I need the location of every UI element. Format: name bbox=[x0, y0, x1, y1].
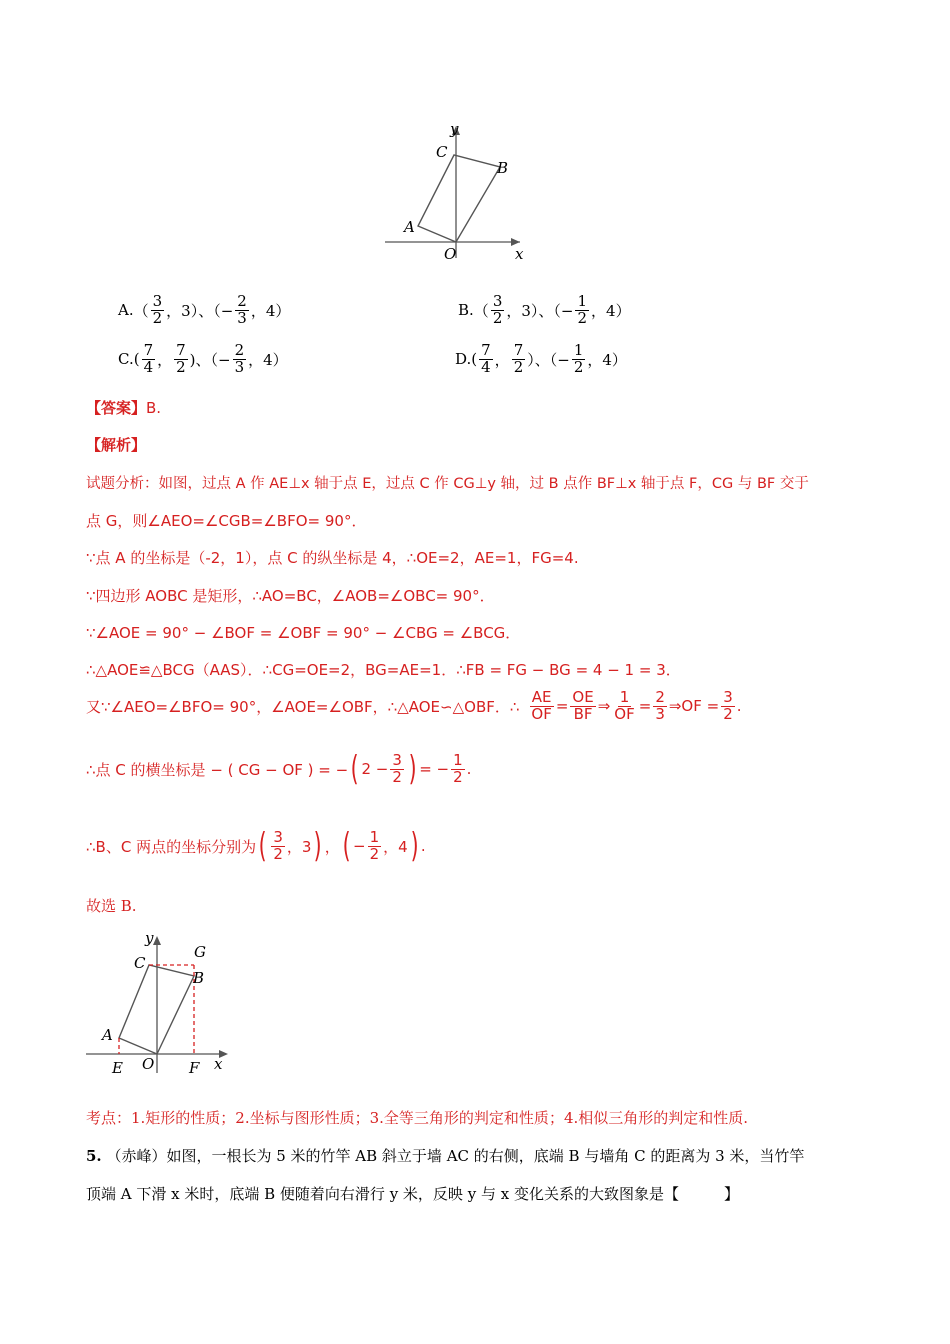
option-a[interactable]: A. （ $\frac{3}{2}$ ，3）、（− $\frac{2}{3}$ ，4） bbox=[118, 292, 291, 327]
analysis-line-5: ∵∠AOE = 90° − ∠BOF = ∠OBF = 90° − ∠CBG = ∠BCG． bbox=[86, 624, 521, 642]
answer-tag: 【答案】 bbox=[86, 399, 147, 417]
label-f: F bbox=[189, 1059, 200, 1077]
rectangle-aobc bbox=[418, 155, 500, 242]
answer-line bbox=[86, 397, 161, 418]
fraction: $\frac{7}{4}$ bbox=[481, 341, 491, 376]
analysis-line-3: ∵点 A 的坐标是（-2，1），点 C 的纵坐标是 4，∴OE=2，AE=1，FG=4. bbox=[86, 549, 579, 567]
conclusion: 故选 B. bbox=[86, 897, 137, 915]
analysis-line-1: 试题分析：如图，过点 A 作 AE⊥x 轴于点 E，过点 C 作 CG⊥y 轴，过 B 点作 BF⊥x 轴于点 F，CG 与 BF 交于 bbox=[86, 476, 809, 492]
question-5-line-1: 5. （赤峰）如图，一根长为 5 米的竹竿 AB 斜立于墙 AC 的右侧，底端 B 与墙角 C 的距离为 3 米，当竹竿 bbox=[86, 1147, 805, 1165]
fraction: $\frac{3}{2}$ bbox=[273, 827, 283, 863]
fraction: $\frac{1}{2}$ bbox=[369, 827, 380, 863]
y-axis-arrow bbox=[153, 936, 161, 945]
label-c: C bbox=[436, 143, 448, 161]
fraction: $\frac{3}{2}$ bbox=[152, 292, 163, 327]
fraction: $\frac{1}{2}$ bbox=[453, 750, 463, 786]
analysis-line-2: 点 G，则∠AEO=∠CGB=∠BFO= 90°． bbox=[86, 512, 367, 530]
label-b: B bbox=[193, 969, 205, 987]
fraction: $\frac{1}{OF}$ bbox=[614, 688, 635, 723]
analysis-line-9: ∴B、C 两点的坐标分别为 ( $\frac{3}{2}$ ，3 ) ， ( − $\frac{1}{2}$ ，4 ) . bbox=[86, 826, 426, 866]
option-d[interactable]: D.( $\frac{7}{4}$ ， $\frac{7}{2}$ ）、（− $\frac{1}{2}$ ，4） bbox=[455, 341, 627, 376]
figure-1-rectangle-diagram bbox=[380, 118, 530, 263]
label-o: O bbox=[142, 1055, 155, 1073]
fraction: $\frac{2}{3}$ bbox=[237, 292, 247, 327]
analysis-line-6: ∴△AOE≌△BCG（AAS）．∴CG=OE=2，BG=AE=1．∴FB = FG − BG = 4 − 1 = 3． bbox=[86, 661, 681, 679]
label-b: B bbox=[497, 159, 509, 177]
fraction: $\frac{3}{2}$ bbox=[492, 292, 503, 327]
knowledge-points: 考点：1.矩形的性质；2.坐标与图形性质；3.全等三角形的判定和性质；4.相似三角形的判定和性质. bbox=[86, 1109, 749, 1127]
label-o: O bbox=[444, 245, 457, 263]
figure-2-construction-diagram bbox=[84, 928, 244, 1080]
fraction: $\frac{2}{3}$ bbox=[655, 688, 665, 723]
label-a: A bbox=[404, 218, 415, 236]
label-g: G bbox=[194, 943, 206, 961]
label-c: C bbox=[134, 954, 146, 972]
fraction: $\frac{OE}{BF}$ bbox=[572, 688, 594, 723]
question-number: 5. bbox=[86, 1147, 102, 1165]
question-5-line-2: 顶端 A 下滑 x 米时，底端 B 便随着向右滑行 y 米，反映 y 与 x 变化关系的大致图象是【 】 bbox=[86, 1185, 739, 1203]
fraction: $\frac{7}{4}$ bbox=[143, 341, 154, 376]
fraction: $\frac{2}{3}$ bbox=[234, 341, 245, 376]
fraction: $\frac{1}{2}$ bbox=[573, 341, 584, 376]
analysis-line-7: 又∵∠AEO=∠BFO= 90°，∠AOE=∠OBF，∴△AOE∽△OBF．∴ $\frac{AE}{OF}$ = $\frac{OE}{BF}$ ⇒ $\frac{1}{OF}$ = $\frac{2}{3}$ ⇒OF = $\frac{3}{2}$ . bbox=[86, 688, 742, 723]
label-e: E bbox=[112, 1059, 123, 1077]
answer-value: B. bbox=[146, 399, 162, 417]
analysis-tag: 【解析】 bbox=[86, 436, 147, 454]
fraction: $\frac{1}{2}$ bbox=[577, 292, 588, 327]
fraction: $\frac{7}{2}$ bbox=[176, 341, 186, 376]
label-a: A bbox=[102, 1026, 113, 1044]
label-y: y bbox=[145, 929, 154, 947]
analysis-line-4: ∵四边形 AOBC 是矩形，∴AO=BC，∠AOB=∠OBC= 90°． bbox=[86, 587, 495, 605]
label-x: x bbox=[214, 1055, 223, 1073]
fraction: $\frac{3}{2}$ bbox=[723, 688, 733, 723]
fraction: $\frac{7}{2}$ bbox=[513, 341, 524, 376]
label-x: x bbox=[515, 245, 524, 263]
fraction: $\frac{AE}{OF}$ bbox=[531, 688, 552, 723]
label-y: y bbox=[450, 120, 459, 138]
option-b[interactable]: B. （ $\frac{3}{2}$ ，3）、（− $\frac{1}{2}$ ，4） bbox=[458, 292, 631, 327]
fraction: $\frac{3}{2}$ bbox=[392, 750, 402, 786]
analysis-line-8: ∴点 C 的横坐标是 − ( CG − OF ) = − ( 2 − $\frac{3}{2}$ ) = − $\frac{1}{2}$ . bbox=[86, 749, 472, 789]
option-c[interactable]: C.( $\frac{7}{4}$ ， $\frac{7}{2}$ )、（− $\frac{2}{3}$ ，4） bbox=[118, 341, 288, 376]
